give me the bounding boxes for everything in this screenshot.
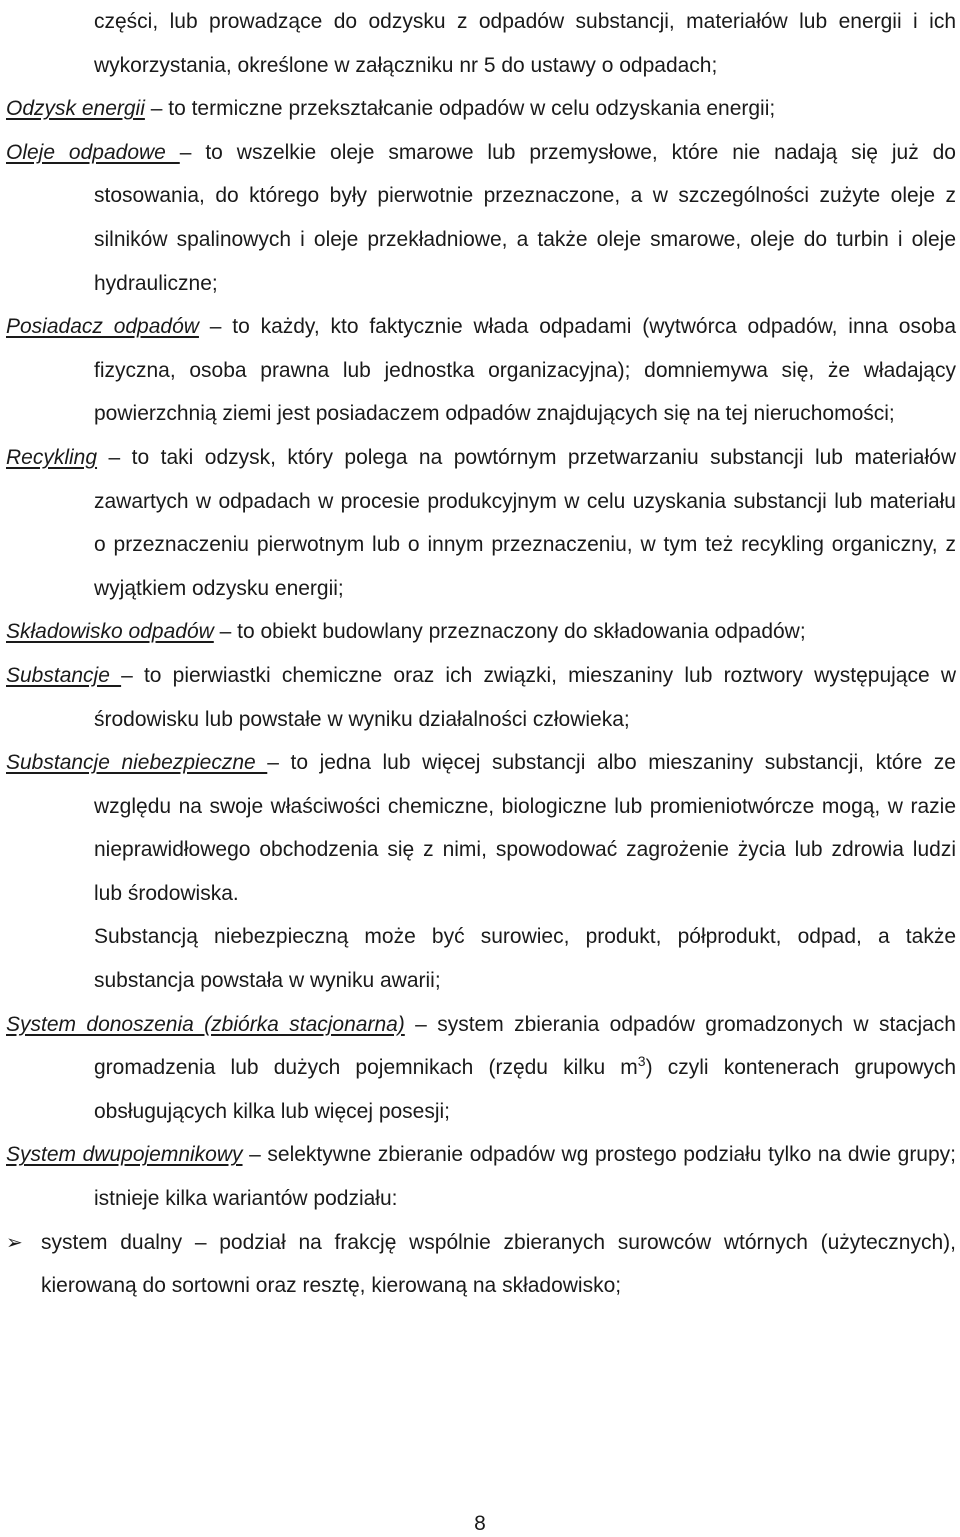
definition-continuation [6,915,956,1002]
superscript-exponent: 3 [637,1053,646,1070]
definition-system-dwupojemnikowy [6,1133,956,1220]
definition-text: – to termiczne przekształcanie odpadów w celu odzyskania energii; [144,97,776,121]
definition-text: ) czyli kontenerach grupowych obsługujących kilka lub więcej posesji; [94,1056,957,1123]
definition-posiadacz-odpadow [6,305,956,436]
definition-term: Substancje niebezpieczne [6,751,268,775]
definition-term: Odzysk energii [6,97,145,121]
definition-text: – to pierwiastki chemiczne oraz ich związki, mieszaniny lub roztwory występujące w środowisku lub powstałe w wyniku działalności człowieka; [94,663,956,731]
definition-text: – to wszelkie oleje smarowe lub przemysłowe, które nie nadają się już do stosowania, do którego były pierwotnie przeznaczone, a w szczególności zużyte oleje z silników spalinowych i oleje przekładniowe, a także oleje smarowe, oleje do turbin i oleje hydrauliczne; [94,140,956,295]
definition-term: Substancje [6,663,122,687]
page-number: 8 [474,1512,486,1535]
definition-text: – to jedna lub więcej substancji albo mieszaniny substancji, które ze względu na swoje właściwości chemiczne, biologiczne lub promieniotwórcze mogą, w razie nieprawidłowego obchodzenia się z nimi, spowodować zagrożenie życia lub zdrowia ludzi lub środowiska. [94,751,956,905]
definition-text: – to taki odzysk, który polega na powtórnym przetwarzaniu substancji lub materiałów zawartych w odpadach w procesie produkcyjnym w celu uzyskania substancji lub materiału o przeznaczeniu pierwotnym lub o innym przeznaczeniu, w tym też recykling organiczny, z wyjątkiem odzysku energii; [94,445,956,600]
definition-continuation [6,0,956,87]
bullet-item-system-dualny [6,1221,956,1308]
definition-text: części, lub prowadzące do odzysku z odpadów substancji, materiałów lub energii i ich wykorzystania, określone w załączniku nr 5 do ustawy o odpadach; [94,10,956,77]
definition-oleje-odpadowe [6,131,956,305]
definition-term: Recykling [6,445,98,469]
definition-text: – system zbierania odpadów gromadzonych w stacjach gromadzenia lub dużych pojemnikach (rzędu kilku m [94,1012,956,1080]
definition-odzysk-energii [6,87,956,131]
definition-substancje-niebezpieczne [6,741,956,915]
definition-skladowisko-odpadow [6,610,956,654]
definition-term: System donoszenia (zbiórka stacjonarna) [6,1012,405,1036]
definition-text: – selektywne zbieranie odpadów wg prostego podziału tylko na dwie grupy; istnieje kilka wariantów podziału: [94,1143,956,1211]
arrowhead-bullet-icon: ➢ [6,1229,23,1254]
definition-term: Posiadacz odpadów [6,315,199,339]
definition-recykling [6,436,956,610]
definition-substancje [6,654,956,741]
definition-term: Oleje odpadowe [6,140,180,164]
document-body [6,0,956,1308]
definition-text: – to każdy, kto faktycznie włada odpadami (wytwórca odpadów, inna osoba fizyczna, osoba prawna lub jednostka organizacyjna); domniemywa się, że władający powierzchnią ziemi jest posiadaczem odpadów znajdujących się na tej nieruchomości; [94,315,957,426]
definition-text: Substancją niebezpieczną może być surowiec, produkt, półprodukt, odpad, a także substancja powstała w wyniku awarii; [94,925,956,993]
definition-term: Składowisko odpadów [6,620,214,644]
bullet-text: system dualny – podział na frakcję wspólnie zbieranych surowców wtórnych (użytecznych), kierowaną do sortowni oraz resztę, kierowaną na składowisko; [41,1230,956,1298]
definition-system-donoszenia [6,1003,956,1134]
definition-term: System dwupojemnikowy [6,1143,243,1167]
definition-text: – to obiekt budowlany przeznaczony do składowania odpadów; [213,620,806,644]
